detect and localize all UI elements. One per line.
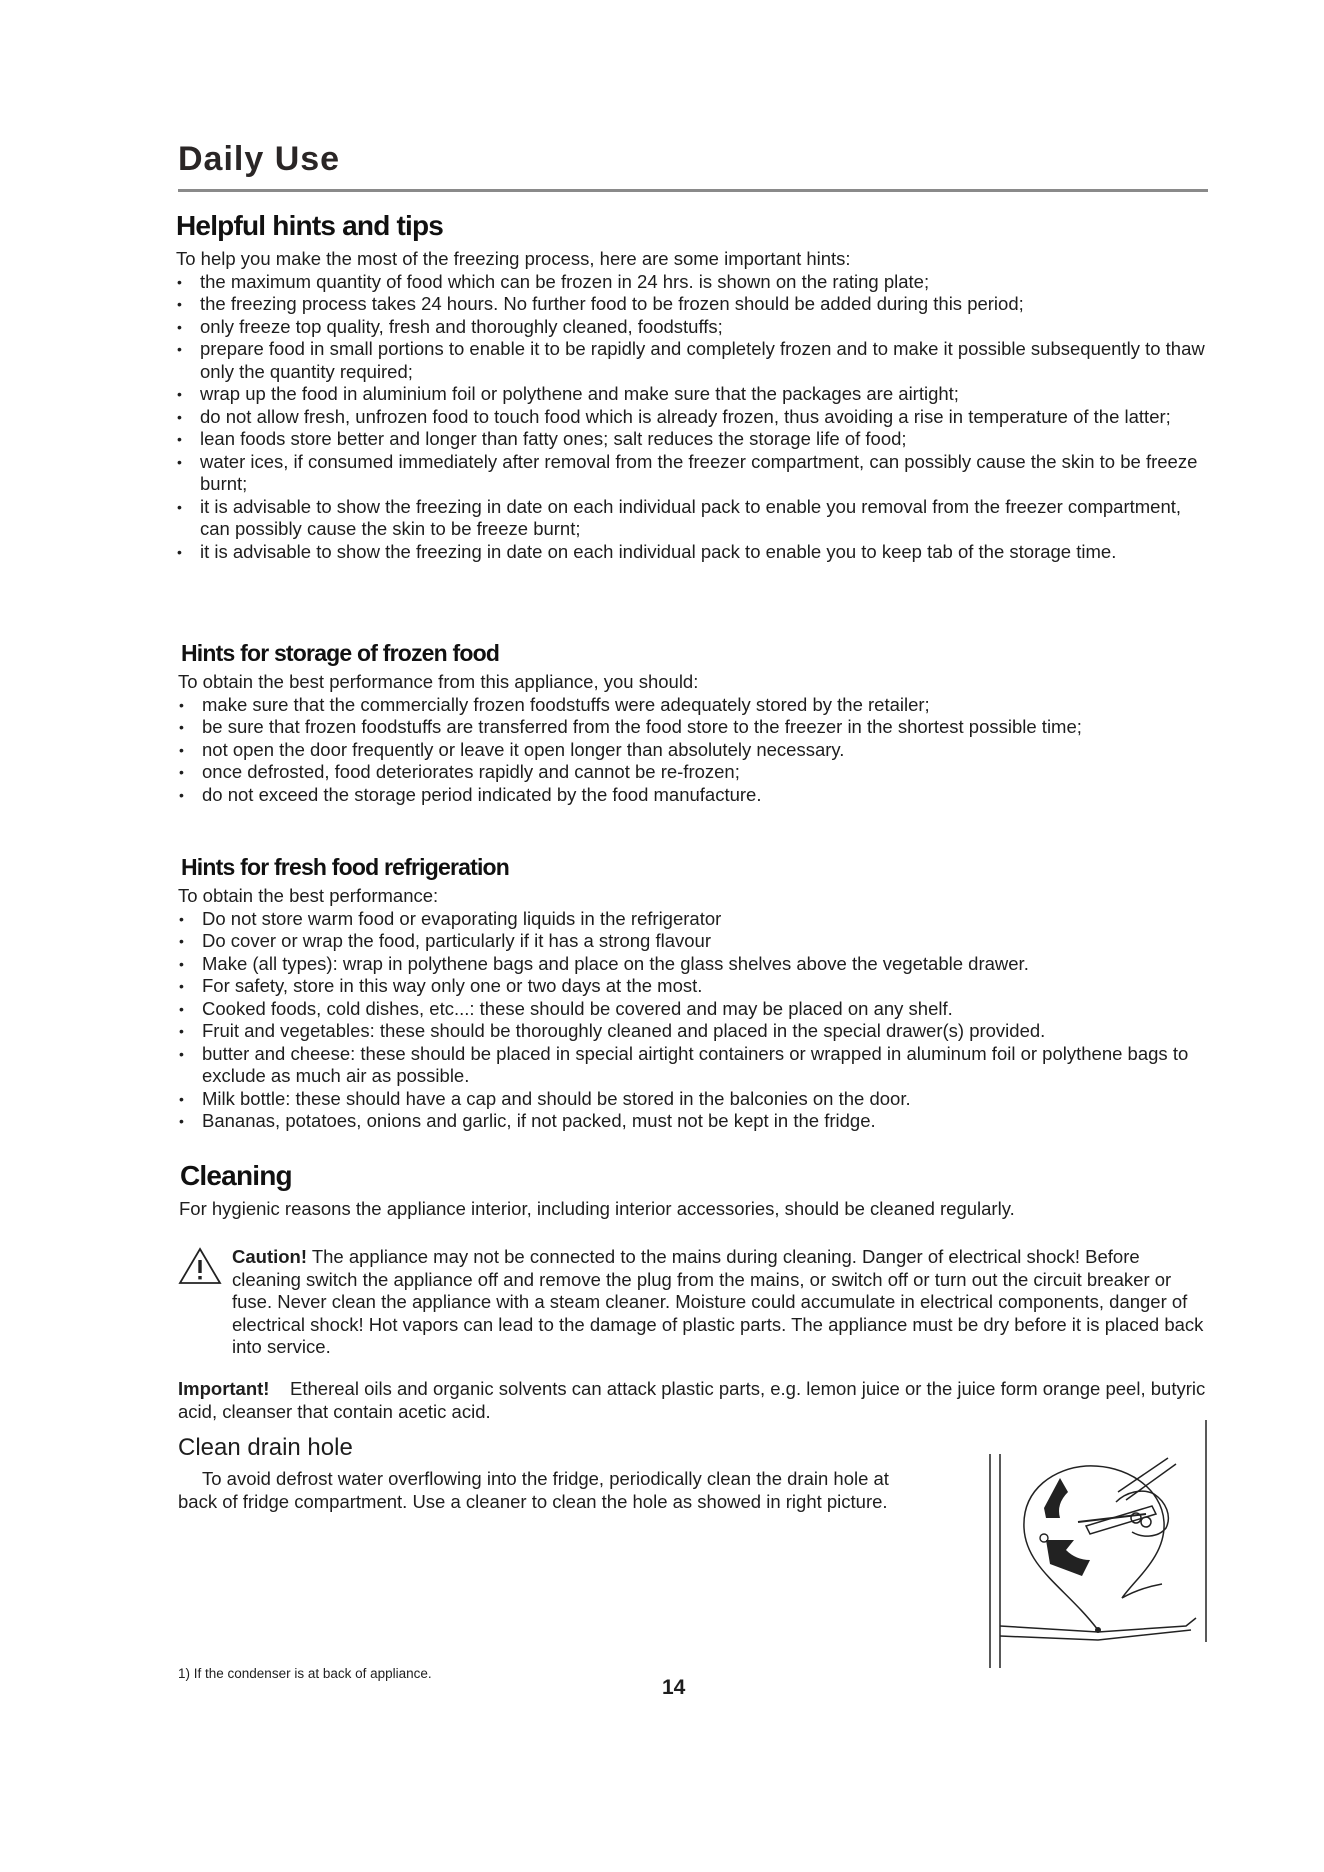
fresh-food-heading: Hints for fresh food refrigeration	[181, 854, 510, 880]
list-item: • not open the door frequently or leave it open longer than absolutely necessary.	[178, 739, 1208, 762]
caution-block	[178, 1246, 1208, 1359]
list-item: • butter and cheese: these should be placed in special airtight containers or wrapped in aluminum foil or polythene bags to exclude as much air as possible.	[178, 1043, 1208, 1088]
warning-triangle-icon	[178, 1246, 222, 1286]
helpful-hints-list	[176, 271, 1206, 564]
list-item: • it is advisable to show the freezing in date on each individual pack to enable you to keep tab of the storage time.	[176, 541, 1206, 564]
list-item: • make sure that the commercially frozen foodstuffs were adequately stored by the retailer;	[178, 694, 1208, 717]
list-item: • Bananas, potatoes, onions and garlic, if not packed, must not be kept in the fridge.	[178, 1110, 1208, 1133]
frozen-food-section	[178, 640, 1208, 806]
caution-body: The appliance may not be connected to the mains during cleaning. Danger of electrical shock! Before cleaning switch the appliance off and remove the plug from the mains, or switch off or turn out the circuit breaker or fuse. Never clean the appliance with a steam cleaner. Moisture could accumulate in electrical components, danger of electrical shock! Hot vapors can lead to the damage of plastic parts. The appliance must be dry before it is placed back into service.	[232, 1246, 1204, 1357]
important-body: Ethereal oils and organic solvents can attack plastic parts, e.g. lemon juice or the juice form orange peel, butyric acid, cleanser that contain acetic acid.	[178, 1378, 1211, 1422]
page-title: Daily Use	[178, 140, 341, 178]
list-item: • do not exceed the storage period indicated by the food manufacture.	[178, 784, 1208, 807]
list-item: • Do cover or wrap the food, particularly if it has a strong flavour	[178, 930, 1208, 953]
caution-text	[232, 1246, 1208, 1359]
fresh-food-list	[178, 908, 1208, 1133]
list-item: • Cooked foods, cold dishes, etc...: these should be covered and may be placed on any shelf.	[178, 998, 1208, 1021]
important-label: Important!	[178, 1378, 270, 1399]
important-note	[178, 1378, 1211, 1423]
helpful-hints-intro: To help you make the most of the freezing process, here are some important hints:	[176, 248, 851, 269]
drain-hole-cleaning-illustration	[986, 1418, 1210, 1670]
frozen-food-heading: Hints for storage of frozen food	[181, 640, 500, 666]
frozen-food-intro: To obtain the best performance from this appliance, you should:	[178, 671, 699, 692]
footnote: 1) If the condenser is at back of appliance.	[178, 1666, 432, 1681]
cleaning-heading: Cleaning	[180, 1160, 292, 1191]
fresh-food-intro: To obtain the best performance:	[178, 885, 439, 906]
list-item: • be sure that frozen foodstuffs are transferred from the food store to the freezer in the shortest possible time;	[178, 716, 1208, 739]
cleaning-section	[180, 1160, 1210, 1221]
page-content	[178, 140, 1208, 192]
fresh-food-section	[178, 854, 1208, 1133]
list-item: • it is advisable to show the freezing in date on each individual pack to enable you removal from the freezer compartment, can possibly cause the skin to be freeze burnt;	[176, 496, 1206, 541]
list-item: • water ices, if consumed immediately after removal from the freezer compartment, can possibly cause the skin to be freeze burnt;	[176, 451, 1206, 496]
list-item: • do not allow fresh, unfrozen food to touch food which is already frozen, thus avoiding a rise in temperature of the latter;	[176, 406, 1206, 429]
list-item: • Fruit and vegetables: these should be thoroughly cleaned and placed in the special drawer(s) provided.	[178, 1020, 1208, 1043]
helpful-hints-heading: Helpful hints and tips	[176, 210, 444, 241]
list-item: • Do not store warm food or evaporating liquids in the refrigerator	[178, 908, 1208, 931]
drain-hole-text: To avoid defrost water overflowing into the fridge, periodically clean the drain hole at back of fridge compartment. Use a cleaner to clean the hole as showed in right picture.	[178, 1468, 889, 1512]
caution-label: Caution!	[232, 1246, 308, 1267]
drain-hole-heading: Clean drain hole	[178, 1434, 353, 1461]
list-item: • wrap up the food in aluminium foil or polythene and make sure that the packages are airtight;	[176, 383, 1206, 406]
drain-hole-section	[178, 1434, 918, 1513]
title-divider	[178, 189, 1208, 192]
list-item: • the maximum quantity of food which can be frozen in 24 hrs. is shown on the rating plate;	[176, 271, 1206, 294]
list-item: • Make (all types): wrap in polythene bags and place on the glass shelves above the vegetable drawer.	[178, 953, 1208, 976]
list-item: • Milk bottle: these should have a cap and should be stored in the balconies on the door.	[178, 1088, 1208, 1111]
helpful-hints-section	[176, 202, 1206, 563]
page-number: 14	[662, 1676, 686, 1699]
frozen-food-list	[178, 694, 1208, 807]
list-item: • only freeze top quality, fresh and thoroughly cleaned, foodstuffs;	[176, 316, 1206, 339]
list-item: • lean foods store better and longer than fatty ones; salt reduces the storage life of food;	[176, 428, 1206, 451]
list-item: • For safety, store in this way only one or two days at the most.	[178, 975, 1208, 998]
list-item: • once defrosted, food deteriorates rapidly and cannot be re-frozen;	[178, 761, 1208, 784]
cleaning-intro: For hygienic reasons the appliance interior, including interior accessories, should be cleaned regularly.	[179, 1198, 1015, 1219]
list-item: • prepare food in small portions to enable it to be rapidly and completely frozen and to make it possible subsequently to thaw only the quantity required;	[176, 338, 1206, 383]
list-item: • the freezing process takes 24 hours. No further food to be frozen should be added during this period;	[176, 293, 1206, 316]
